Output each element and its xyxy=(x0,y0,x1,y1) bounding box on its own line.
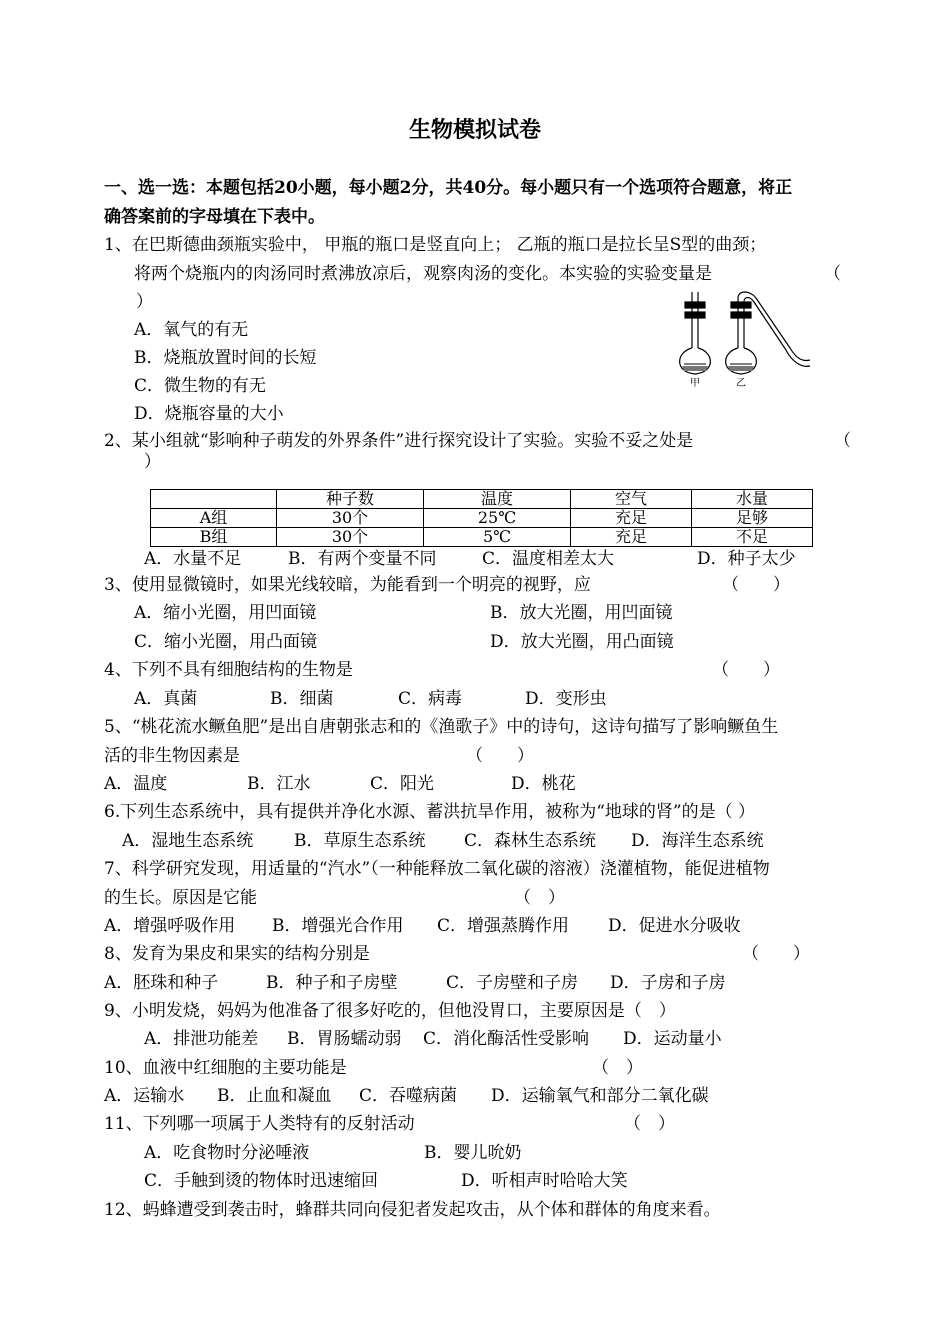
q8-answer-paren: （ ） xyxy=(742,944,810,964)
q7-answer-paren: （ ） xyxy=(514,888,565,908)
flask-label-yi: 乙 xyxy=(736,378,746,388)
q5-stem-line1: 5、“桃花流水鳜鱼肥”是出自唐朝张志和的《渔歌子》中的诗句，这诗句描写了影响鳜鱼生 xyxy=(104,717,779,737)
q2-answer-paren-open: （ xyxy=(834,431,851,451)
q11-option-a: A．吃食物时分泌唾液 xyxy=(144,1143,310,1163)
table-cell: 30个 xyxy=(277,509,424,528)
swan-neck-flask-figure xyxy=(672,288,812,388)
q4-option-d: D．变形虫 xyxy=(525,689,607,709)
q11-option-d: D．听相声时哈哈大笑 xyxy=(461,1171,628,1191)
flask-jia xyxy=(680,292,711,374)
table-header-cell xyxy=(151,490,277,509)
table-cell: 5℃ xyxy=(424,528,571,547)
table-cell: A组 xyxy=(151,509,277,528)
q1-option-c: C．微生物的有无 xyxy=(134,376,267,396)
q10-answer-paren: （ ） xyxy=(592,1058,643,1078)
q3-answer-paren: （ ） xyxy=(722,575,790,595)
q5-answer-paren: （ ） xyxy=(466,746,534,766)
q12-stem: 12、蚂蜂遭受到袭击时，蜂群共同向侵犯者发起攻击，从个体和群体的角度来看。 xyxy=(104,1200,721,1220)
q6-option-a: A．湿地生态系统 xyxy=(122,831,254,851)
q9-option-a: A．排泄功能差 xyxy=(144,1029,259,1049)
q11-answer-paren: （ ） xyxy=(624,1114,675,1134)
q1-option-b: B．烧瓶放置时间的长短 xyxy=(134,348,317,368)
q1-answer-paren-close: ） xyxy=(136,292,153,312)
q10-option-c: C．吞噬病菌 xyxy=(359,1086,458,1106)
q5-stem-line2: 活的非生物因素是 xyxy=(104,746,240,766)
q3-option-c: C．缩小光圈，用凸面镜 xyxy=(134,632,318,652)
q2-option-c: C．温度相差太大 xyxy=(482,549,615,569)
q3-option-a: A．缩小光圈，用凹面镜 xyxy=(134,603,317,623)
experiment-table xyxy=(150,489,813,547)
q1-stem-line1: 1、在巴斯德曲颈瓶实验中， 甲瓶的瓶口是竖直向上； 乙瓶的瓶口是拉长呈S型的曲颈； xyxy=(104,235,767,255)
q1-option-d: D．烧瓶容量的大小 xyxy=(134,404,284,424)
q10-stem: 10、血液中红细胞的主要功能是 xyxy=(104,1058,347,1078)
q9-option-b: B．胃肠蠕动弱 xyxy=(287,1029,402,1049)
table-cell: 足够 xyxy=(692,509,813,528)
q2-option-d: D．种子太少 xyxy=(697,549,796,569)
table-header-cell: 种子数 xyxy=(277,490,424,509)
q8-option-c: C．子房壁和子房 xyxy=(446,973,579,993)
q6-option-b: B．草原生态系统 xyxy=(294,831,426,851)
page-title: 生物模拟试卷 xyxy=(408,117,541,143)
q7-option-c: C．增强蒸腾作用 xyxy=(437,916,570,936)
table-header-cell: 水量 xyxy=(692,490,813,509)
table-cell: 25℃ xyxy=(424,509,571,528)
table-header-cell: 空气 xyxy=(571,490,692,509)
q2-stem: 2、某小组就“影响种子萌发的外界条件”进行探究设计了实验。实验不妥之处是 xyxy=(104,431,694,451)
q7-stem-line2: 的生长。原因是它能 xyxy=(104,888,257,908)
q10-option-b: B．止血和凝血 xyxy=(217,1086,332,1106)
q3-stem: 3、使用显微镜时，如果光线较暗，为能看到一个明亮的视野，应 xyxy=(104,575,591,595)
q4-option-b: B．细菌 xyxy=(270,689,334,709)
flask-yi xyxy=(726,292,810,374)
q5-option-a: A．温度 xyxy=(104,774,168,794)
table-row xyxy=(151,528,813,547)
q7-stem-line1: 7、科学研究发现，用适量的“汽水”（一种能释放二氧化碳的溶液）浇灌植物，能促进植物 xyxy=(104,859,770,879)
q2-answer-paren-close: ） xyxy=(144,452,161,472)
q2-option-a: A．水量不足 xyxy=(144,549,242,569)
table-row xyxy=(151,509,813,528)
q1-stem-line2: 将两个烧瓶内的肉汤同时煮沸放凉后，观察肉汤的变化。本实验的实验变量是 xyxy=(134,264,712,284)
q5-option-b: B．江水 xyxy=(247,774,311,794)
q9-stem: 9、小明发烧，妈妈为他准备了很多好吃的，但他没胃口，主要原因是（ ） xyxy=(104,1001,676,1021)
table-cell: 充足 xyxy=(571,509,692,528)
q5-option-c: C．阳光 xyxy=(370,774,435,794)
q11-stem: 11、下列哪一项属于人类特有的反射活动 xyxy=(104,1114,415,1134)
q6-option-c: C．森林生态系统 xyxy=(464,831,597,851)
flask-label-jia: 甲 xyxy=(690,378,700,388)
q9-option-c: C．消化酶活性受影响 xyxy=(423,1029,590,1049)
q7-option-d: D．促进水分吸收 xyxy=(608,916,741,936)
section-instruction-line1: 一、选一选：本题包括20小题，每小题2分，共40分。每小题只有一个选项符合题意，将正 xyxy=(104,178,793,198)
q11-option-c: C．手触到烫的物体时迅速缩回 xyxy=(144,1171,379,1191)
q3-option-b: B．放大光圈，用凹面镜 xyxy=(490,603,673,623)
table-cell: 30个 xyxy=(277,528,424,547)
table-cell: B组 xyxy=(151,528,277,547)
table-header-cell: 温度 xyxy=(424,490,571,509)
q7-option-a: A．增强呼吸作用 xyxy=(104,916,236,936)
q11-option-b: B．婴儿吮奶 xyxy=(424,1143,522,1163)
table-header-row xyxy=(151,490,813,509)
q4-stem: 4、下列不具有细胞结构的生物是 xyxy=(104,660,353,680)
q8-option-b: B．种子和子房壁 xyxy=(266,973,398,993)
q8-option-a: A．胚珠和种子 xyxy=(104,973,219,993)
section-instruction-line2: 确答案前的字母填在下表中。 xyxy=(104,207,325,227)
q3-option-d: D．放大光圈，用凸面镜 xyxy=(490,632,674,652)
q6-option-d: D．海洋生态系统 xyxy=(631,831,764,851)
q10-option-a: A．运输水 xyxy=(104,1086,185,1106)
q6-stem: 6.下列生态系统中，具有提供并净化水源、蓄洪抗旱作用，被称为“地球的肾”的是（ ） xyxy=(104,802,756,822)
q8-option-d: D．子房和子房 xyxy=(610,973,726,993)
q1-option-a: A．氧气的有无 xyxy=(134,320,249,340)
q4-option-a: A．真菌 xyxy=(134,689,198,709)
q7-option-b: B．增强光合作用 xyxy=(272,916,404,936)
q8-stem: 8、发育为果皮和果实的结构分别是 xyxy=(104,944,370,964)
q10-option-d: D．运输氧气和部分二氧化碳 xyxy=(491,1086,709,1106)
q1-answer-paren-open: （ xyxy=(824,264,841,284)
q5-option-d: D．桃花 xyxy=(511,774,576,794)
table-cell: 不足 xyxy=(692,528,813,547)
q4-answer-paren: （ ） xyxy=(712,660,780,680)
q2-option-b: B．有两个变量不同 xyxy=(288,549,437,569)
table-cell: 充足 xyxy=(571,528,692,547)
q4-option-c: C．病毒 xyxy=(398,689,463,709)
q9-option-d: D．运动量小 xyxy=(623,1029,722,1049)
